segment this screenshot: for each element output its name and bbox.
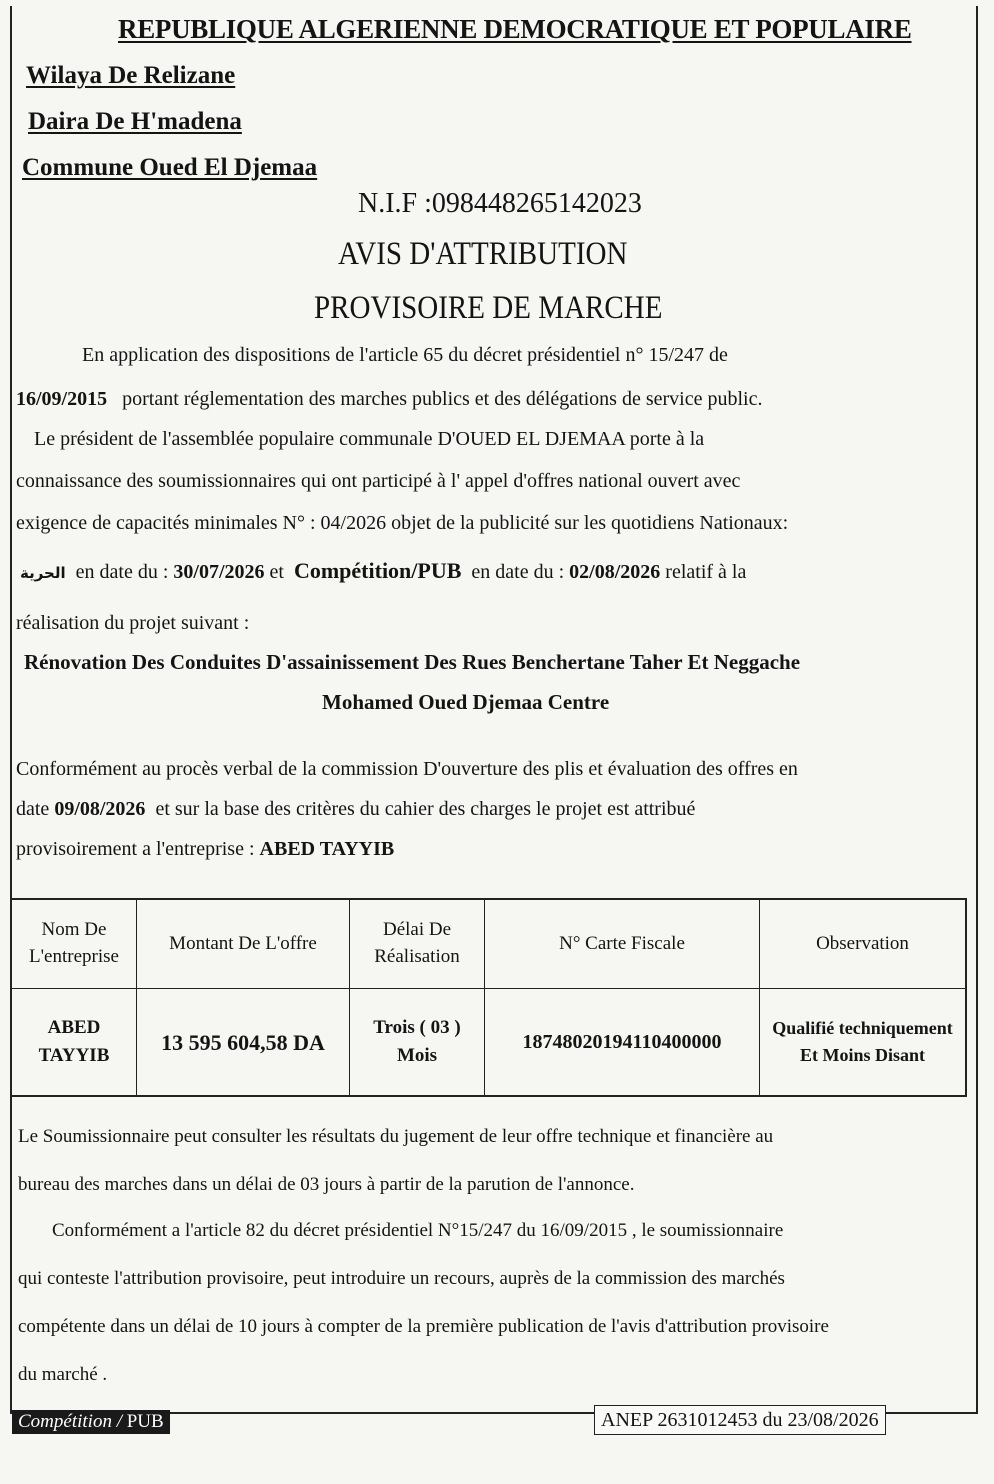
anep-reference: ANEP 2631012453 du 23/08/2026: [594, 1405, 886, 1435]
header-company: Nom De L'entreprise: [11, 899, 137, 989]
intro-line-5: exigence de capacités minimales N° : 04/2026 objet de la publicité sur les quotidiens Nationaux:: [16, 512, 789, 534]
attribution-label: provisoirement a l'entreprise :: [16, 838, 255, 860]
cell-tax-card: 18748020194110400000: [485, 989, 760, 1097]
intro-line-3: Le président de l'assemblée populaire communale D'OUED EL DJEMAA porte à la: [34, 428, 705, 450]
publication-tag: [12, 1410, 170, 1434]
header-observation: Observation: [760, 899, 967, 989]
cell-delay: Trois ( 03 ) Mois: [350, 989, 485, 1097]
awarded-company: ABED TAYYIB: [259, 838, 395, 860]
cell-company: ABED TAYYIB: [11, 989, 137, 1097]
publication-date-2: 02/08/2026: [569, 561, 661, 583]
intro-line-2-text: portant réglementation des marches publics et des délégations de service public.: [122, 388, 763, 410]
table-row: [11, 989, 966, 1097]
appeal-line-1: Conformément a l'article 82 du décret présidentiel N°15/247 du 16/09/2015 , le soumissionnaire: [52, 1220, 784, 1241]
and-word: et: [269, 561, 284, 583]
republic-heading: REPUBLIQUE ALGERIENNE DEMOCRATIQUE ET POPULAIRE: [118, 14, 912, 44]
date-label-1: en date du :: [75, 561, 169, 583]
decision-line-2: [16, 798, 695, 821]
intro-line-7: réalisation du projet suivant :: [16, 612, 250, 634]
project-title-line2: Mohamed Oued Djemaa Centre: [322, 690, 610, 714]
intro-line-6: [20, 558, 746, 584]
nif-number: N.I.F :098448265142023: [358, 188, 642, 219]
header-delay: Délai De Réalisation: [350, 899, 485, 989]
decision-line-3: [16, 838, 394, 861]
date-label-2: en date du :: [471, 561, 565, 583]
cell-observation: Qualifié techniquement Et Moins Disant: [760, 989, 967, 1097]
relatif-text: relatif à la: [665, 561, 747, 583]
intro-line-4: connaissance des soumissionnaires qui ont participé à l' appel d'offres national ouvert avec: [16, 470, 741, 492]
decision-line-2-text: et sur la base des critères du cahier des charges le projet est attribué: [155, 798, 696, 820]
results-table: [10, 898, 967, 1097]
publication-pub: PUB: [126, 1411, 164, 1432]
daira-heading: Daira De H'madena: [28, 108, 242, 135]
appeal-line-2: qui conteste l'attribution provisoire, peut introduire un recours, auprès de la commission des marchés: [18, 1268, 785, 1289]
wilaya-heading: Wilaya De Relizane: [26, 62, 236, 89]
notice-title-line1: AVIS D'ATTRIBUTION: [338, 236, 628, 272]
header-tax-card: N° Carte Fiscale: [485, 899, 760, 989]
consult-line-2: bureau des marches dans un délai de 03 jours à partir de la parution de l'annonce.: [18, 1174, 635, 1195]
project-title-line1: Rénovation Des Conduites D'assainissement Des Rues Benchertane Taher Et Neggache: [24, 650, 801, 674]
header-amount: Montant De L'offre: [137, 899, 350, 989]
decision-date-prefix: date: [16, 798, 50, 820]
notice-title-line2: PROVISOIRE DE MARCHE: [314, 290, 663, 326]
decision-line-1: Conformément au procès verbal de la commission D'ouverture des plis et évaluation des offres en: [16, 758, 798, 780]
decree-date: 16/09/2015: [16, 388, 108, 410]
newspaper-2: Compétition/PUB: [293, 558, 462, 583]
decision-date: 09/08/2026: [54, 798, 146, 820]
intro-line-1: En application des dispositions de l'article 65 du décret présidentiel n° 15/247 de: [82, 344, 728, 366]
consult-line-1: Le Soumissionnaire peut consulter les résultats du jugement de leur offre technique et financière au: [18, 1126, 774, 1147]
newspaper-1: الحرية: [20, 564, 66, 582]
table-header-row: [11, 899, 966, 989]
appeal-line-4: du marché .: [18, 1364, 108, 1385]
intro-line-2: [16, 388, 762, 411]
cell-amount: 13 595 604,58 DA: [137, 989, 350, 1097]
publication-name: Compétition /: [18, 1411, 122, 1432]
commune-heading: Commune Oued El Djemaa: [22, 154, 318, 181]
publication-date-1: 30/07/2026: [173, 561, 265, 583]
appeal-line-3: compétente dans un délai de 10 jours à compter de la première publication de l'avis d'attribution provisoire: [18, 1316, 829, 1337]
